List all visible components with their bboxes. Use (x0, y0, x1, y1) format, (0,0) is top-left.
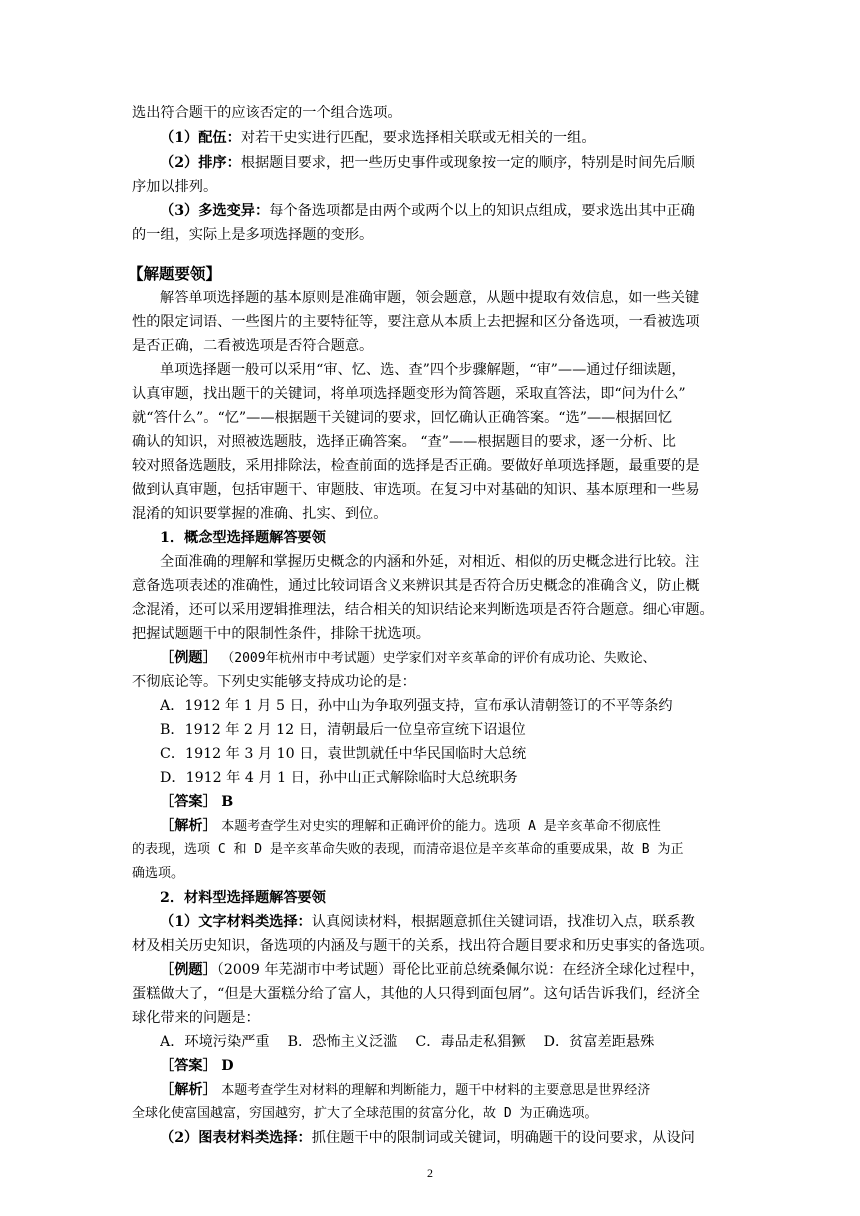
text-line: 是否正确，二看被选项是否符合题意。 (132, 338, 374, 354)
option-c: C．1912 年 3 月 10 日，袁世凯就任中华民国临时大总统 (160, 746, 527, 762)
text-line: 确认的知识，对照被选题肢，选择正确答案。 “查”——根据题目的要求，逐一分析、比 (132, 434, 676, 450)
text-line: 解答单项选择题的基本原则是准确审题，领会题意，从题中提取有效信息，如一些关键 (160, 290, 700, 306)
option-d: D．1912 年 4 月 1 日，孙中山正式解除临时大总统职务 (160, 770, 518, 786)
analysis-label: ［解析］ (160, 1082, 217, 1098)
answer-label: ［答案］ (160, 794, 217, 810)
text-line: 把握试题题干中的限制性条件，排除干扰选项。 (132, 626, 430, 642)
text-line: 确选项。 (132, 866, 185, 881)
term-text: 每个备选项都是由两个或两个以上的知识点组成，要求选出其中正确 (269, 203, 695, 219)
text-line (160, 1128, 732, 1148)
option-b: B．1912 年 2 月 12 日，清朝最后一位皇帝宣统下诏退位 (160, 722, 526, 738)
example-label: ［例题］ (160, 650, 217, 666)
text-line: 做到认真审题，包括审题干、审题肢、审选项。在复习中对基础的知识、基本原理和一些易 (132, 482, 700, 498)
text-line: 材及相关历史知识，备选项的内涵及与题干的关系，找出符合题目要求和历史事实的备选项。 (132, 938, 714, 954)
text-line (160, 1080, 732, 1101)
text-line (160, 816, 732, 837)
option-a: A．1912 年 1 月 5 日，孙中山为争取列强支持，宣布承认清朝签订的不平等条约 (160, 698, 673, 714)
text-line: 较对照备选题肢，采用排除法，检查前面的选择是否正确。要做好单项选择题，最重要的是 (132, 458, 700, 474)
analysis-text: 本题考查学生对史实的理解和正确评价的能力。选项 A 是辛亥革命不彻底性 (221, 819, 661, 834)
text-line: 的一组，实际上是多项选择题的变形。 (132, 227, 374, 243)
text-line: 认真审题，找出题干的关键词，将单项选择题变形为简答题，采取直答法，即“问为什么” (132, 386, 686, 402)
options-row: A．环境污染严重 B．恐怖主义泛滥 C．毒品走私猖獗 D．贫富差距悬殊 (160, 1034, 655, 1050)
text-line (160, 960, 732, 980)
example-label: ［例题］ (160, 962, 217, 978)
example-source: （2009年杭州市中考试题）史学家们对辛亥革命的评价有成功论、失败论、 (221, 651, 656, 666)
answer-line (160, 1056, 732, 1076)
term-label: （2）排序： (160, 155, 241, 171)
text-line (160, 648, 732, 669)
text-line: 念混淆，还可以采用逻辑推理法，结合相关的知识结论来判断选项是否符合题意。细心审题。 (132, 602, 714, 618)
term-text: 认真阅读材料，根据题意抓住关键词语，找准切入点，联系教 (311, 914, 695, 930)
text-line: 单项选择题一般可以采用“审、忆、选、查”四个步骤解题，“审”——通过仔细读题， (160, 362, 686, 378)
text-line: 不彻底论等。下列史实能够支持成功论的是： (132, 674, 416, 690)
text-line (160, 153, 732, 173)
answer-value: D (221, 1058, 234, 1074)
analysis-text: 本题考查学生对材料的理解和判断能力，题干中材料的主要意思是世界经济 (221, 1083, 651, 1098)
term-label: （3）多选变异： (160, 203, 270, 219)
subsection-heading: 2．材料型选择题解答要领 (160, 890, 326, 906)
term-text: 抓住题干中的限制词或关键词，明确题干的设问要求，从设问 (311, 1130, 695, 1146)
term-text: 根据题目要求，把一些历史事件或现象按一定的顺序，特别是时间先后顺 (240, 155, 695, 171)
analysis-label: ［解析］ (160, 818, 217, 834)
text-line: 性的限定词语、一些图片的主要特征等，要注意从本质上去把握和区分备选项，一看被选项 (132, 314, 700, 330)
text-line (160, 201, 732, 221)
example-source: （2009 年芜湖市中考试题）哥伦比亚前总统桑佩尔说：在经济全球化过程中， (216, 962, 705, 978)
answer-line (160, 792, 732, 812)
term-label: （1）文字材料类选择： (160, 914, 312, 930)
page-number: 2 (427, 1166, 433, 1180)
term-text: 对若干史实进行匹配，要求选择相关联或无相关的一组。 (240, 130, 596, 146)
text-line: 蛋糕做大了，“但是大蛋糕分给了富人，其他的人只得到面包屑”。这句话告诉我们，经济全 (132, 986, 700, 1002)
text-line: 就“答什么”。“忆”——根据题干关键词的要求，回忆确认正确答案。“选”——根据回忆 (132, 410, 673, 426)
text-line: 序加以排列。 (132, 179, 218, 195)
answer-value: B (221, 794, 234, 810)
text-line: 意备选项表述的准确性，通过比较词语含义来辨识其是否符合历史概念的准确含义，防止概 (132, 578, 700, 594)
subsection-heading: 1．概念型选择题解答要领 (160, 530, 326, 546)
text-line: 选出符合题干的应该否定的一个组合选项。 (132, 105, 402, 121)
text-line: 的表现，选项 C 和 D 是辛亥革命失败的表现，而清帝退位是辛亥革命的重要成果，故 B 为正 (132, 842, 684, 857)
text-line: 球化带来的问题是： (132, 1010, 260, 1026)
text-line: 混淆的知识要掌握的准确、扎实、到位。 (132, 506, 388, 522)
answer-label: ［答案］ (160, 1058, 217, 1074)
text-line: 全面准确的理解和掌握历史概念的内涵和外延，对相近、相似的历史概念进行比较。注 (160, 554, 700, 570)
text-line (160, 912, 732, 932)
text-line (160, 128, 732, 148)
term-label: （1）配伍： (160, 130, 241, 146)
term-label: （2）图表材料类选择： (160, 1130, 312, 1146)
text-line: 全球化使富国越富，穷国越穷，扩大了全球范围的贫富分化，故 D 为正确选项。 (132, 1106, 598, 1121)
section-heading: 【解题要领】 (128, 264, 222, 283)
